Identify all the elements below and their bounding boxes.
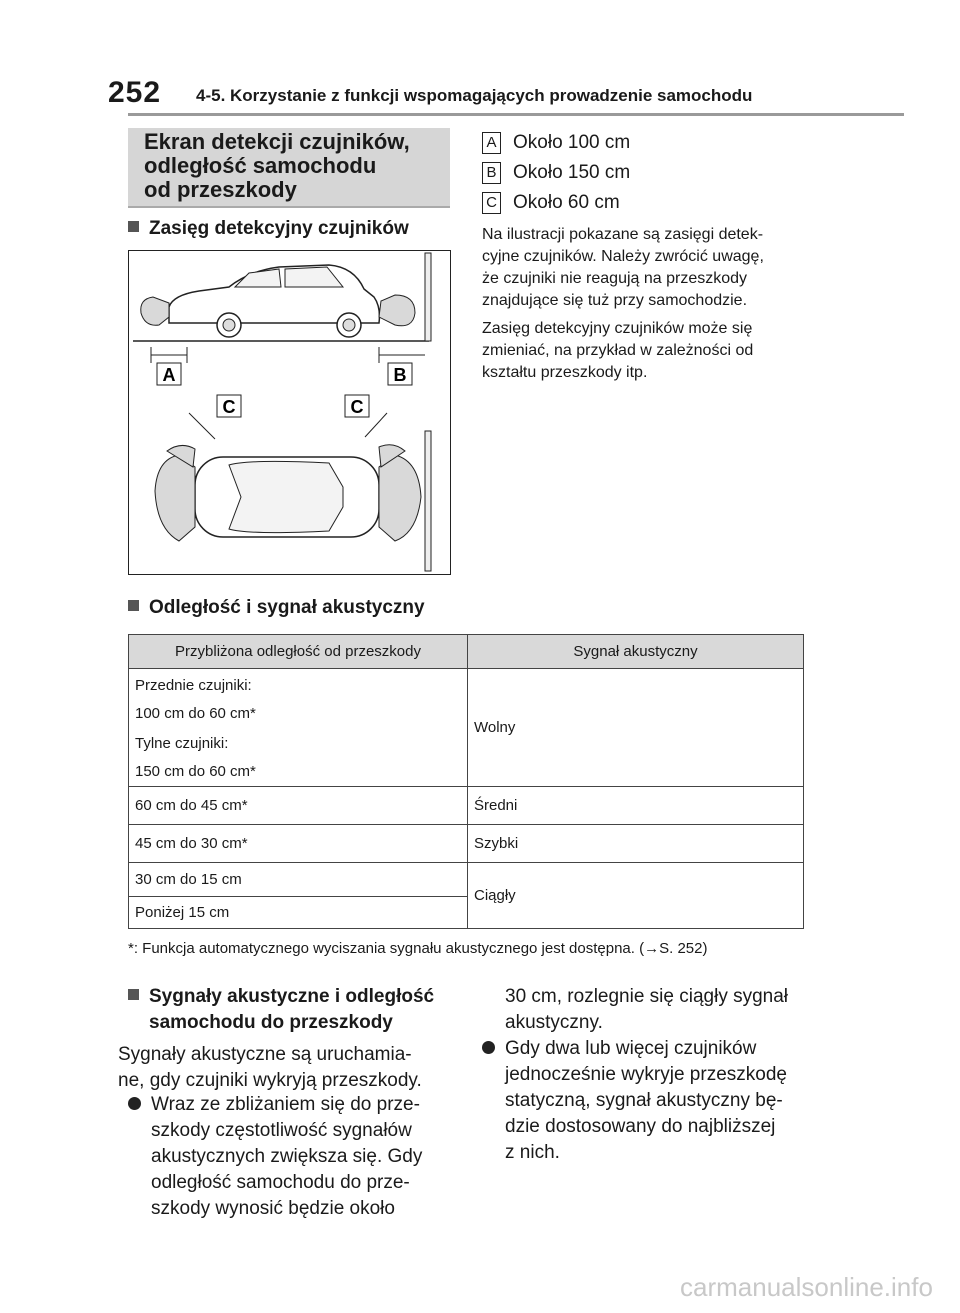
rear-sensors-range: 150 cm do 60 cm* — [135, 763, 256, 780]
distance-signal-heading-text: Odległość i sygnał akustyczny — [149, 597, 425, 618]
watermark-link[interactable]: carmanualsonline.info — [680, 1272, 933, 1302]
signals-intro-line: ne, gdy czujniki wykryją przeszkody. — [118, 1070, 422, 1091]
bullet-1-line: odległość samochodu do prze- — [151, 1172, 410, 1193]
bullet-2-line: Gdy dwa lub więcej czujników — [505, 1038, 757, 1059]
legend-text-a: Około 100 cm — [513, 132, 631, 153]
front-sensors-label: Przednie czujniki: — [135, 677, 252, 694]
section-title-line3: od przeszkody — [144, 177, 297, 202]
table-row — [129, 669, 804, 787]
table-header-row — [129, 635, 804, 669]
distance-signal-table — [128, 634, 804, 929]
range-note-1-line: cyjne czujników. Należy zwrócić uwagę, — [482, 248, 764, 265]
legend-text-c: Około 60 cm — [513, 192, 620, 213]
bullet-item-1 — [128, 1092, 422, 1222]
bullet-2-line: statyczną, sygnał akustyczny bę- — [505, 1090, 783, 1111]
table-row — [129, 863, 804, 897]
bullet-1-line: akustyczny. — [505, 1012, 603, 1033]
legend-key-c: C — [482, 192, 501, 214]
range-note-2-line: kształtu przeszkody itp. — [482, 364, 648, 381]
bullet-1-line: akustycznych zwiększa się. Gdy — [151, 1146, 423, 1167]
range-note-2-line: zmieniać, na przykład w zależności od — [482, 342, 754, 359]
sensor-range-illustration — [129, 251, 450, 574]
range-note-1 — [482, 224, 812, 312]
rear-sensors-label: Tylne czujniki: — [135, 735, 229, 752]
front-sensors-range: 100 cm do 60 cm* — [135, 705, 256, 722]
bullet-item-1-continued — [505, 984, 788, 1036]
section-divider — [128, 206, 450, 208]
legend-key-a: A — [482, 132, 501, 154]
figure-label-a: A — [162, 365, 176, 385]
table-row — [129, 825, 804, 863]
range-note-2 — [482, 318, 812, 384]
detection-range-heading — [128, 218, 409, 240]
bullet-1-line: szkody częstotliwość sygnałów — [151, 1120, 412, 1141]
bullet-1-line: szkody wynosić będzie około — [151, 1198, 395, 1219]
square-bullet-icon — [128, 600, 139, 611]
legend-text-b: Około 150 cm — [513, 162, 631, 183]
round-bullet-icon — [128, 1097, 141, 1110]
header-divider — [128, 113, 904, 116]
chapter-title: 4-5. Korzystanie z funkcji wspomagających prowadzenie samochodu — [196, 86, 753, 105]
signal-cell: Wolny — [468, 669, 804, 787]
legend-item-c — [482, 192, 620, 214]
square-bullet-icon — [128, 221, 139, 232]
range-note-2-line: Zasięg detekcyjny czujników może się — [482, 320, 753, 337]
bullet-2-line: z nich. — [505, 1142, 560, 1163]
signal-cell: Szybki — [468, 825, 804, 863]
column-header-distance: Przybliżona odległość od przeszkody — [129, 635, 468, 669]
bullet-1-line: Wraz ze zbliżaniem się do prze- — [151, 1094, 420, 1115]
page-number: 252 — [108, 76, 162, 109]
square-bullet-icon — [128, 989, 139, 1000]
signals-intro-line: Sygnały akustyczne są uruchamia- — [118, 1044, 412, 1065]
figure-label-c-right: C — [350, 397, 364, 417]
sensor-range-figure — [128, 250, 451, 575]
bullet-item-2 — [482, 1036, 787, 1166]
range-note-1-line: Na ilustracji pokazane są zasięgi detek- — [482, 226, 764, 243]
legend-item-b — [482, 162, 630, 184]
bullet-2-line: jednocześnie wykryje przeszkodę — [505, 1064, 787, 1085]
legend-item-a — [482, 132, 630, 154]
distance-signal-heading — [128, 597, 425, 619]
distance-cell: 30 cm do 15 cm — [129, 863, 468, 897]
table-row — [129, 787, 804, 825]
detection-range-heading-text: Zasięg detekcyjny czujników — [149, 218, 409, 239]
signal-cell: Ciągły — [468, 863, 804, 929]
section-title-line1: Ekran detekcji czujników, — [144, 129, 410, 154]
range-note-1-line: że czujniki nie reagują na przeszkody — [482, 270, 748, 287]
distance-cell: 45 cm do 30 cm* — [129, 825, 468, 863]
distance-cell: 60 cm do 45 cm* — [129, 787, 468, 825]
round-bullet-icon — [482, 1041, 495, 1054]
section-title-line2: odległość samochodu — [144, 153, 377, 178]
distance-cell: Poniżej 15 cm — [129, 897, 468, 929]
bullet-2-line: dzie dostosowany do najbliższej — [505, 1116, 776, 1137]
section-title-box — [128, 128, 450, 206]
signals-heading — [128, 984, 434, 1036]
table-footnote: *: Funkcja automatycznego wyciszania sygnału akustycznego jest dostępna. (→S. 252) — [128, 940, 708, 957]
figure-label-b: B — [393, 365, 407, 385]
signals-heading-line1: Sygnały akustyczne i odległość — [149, 986, 435, 1007]
legend-key-b: B — [482, 162, 501, 184]
distance-cell — [129, 669, 468, 787]
signal-cell: Średni — [468, 787, 804, 825]
column-header-signal: Sygnał akustyczny — [468, 635, 804, 669]
signals-heading-line2: samochodu do przeszkody — [149, 1012, 393, 1033]
range-note-1-line: znajdujące się tuż przy samochodzie. — [482, 292, 748, 309]
bullet-1-line: 30 cm, rozlegnie się ciągły sygnał — [505, 986, 789, 1007]
signals-intro — [118, 1042, 422, 1094]
figure-label-c-left: C — [222, 397, 236, 417]
